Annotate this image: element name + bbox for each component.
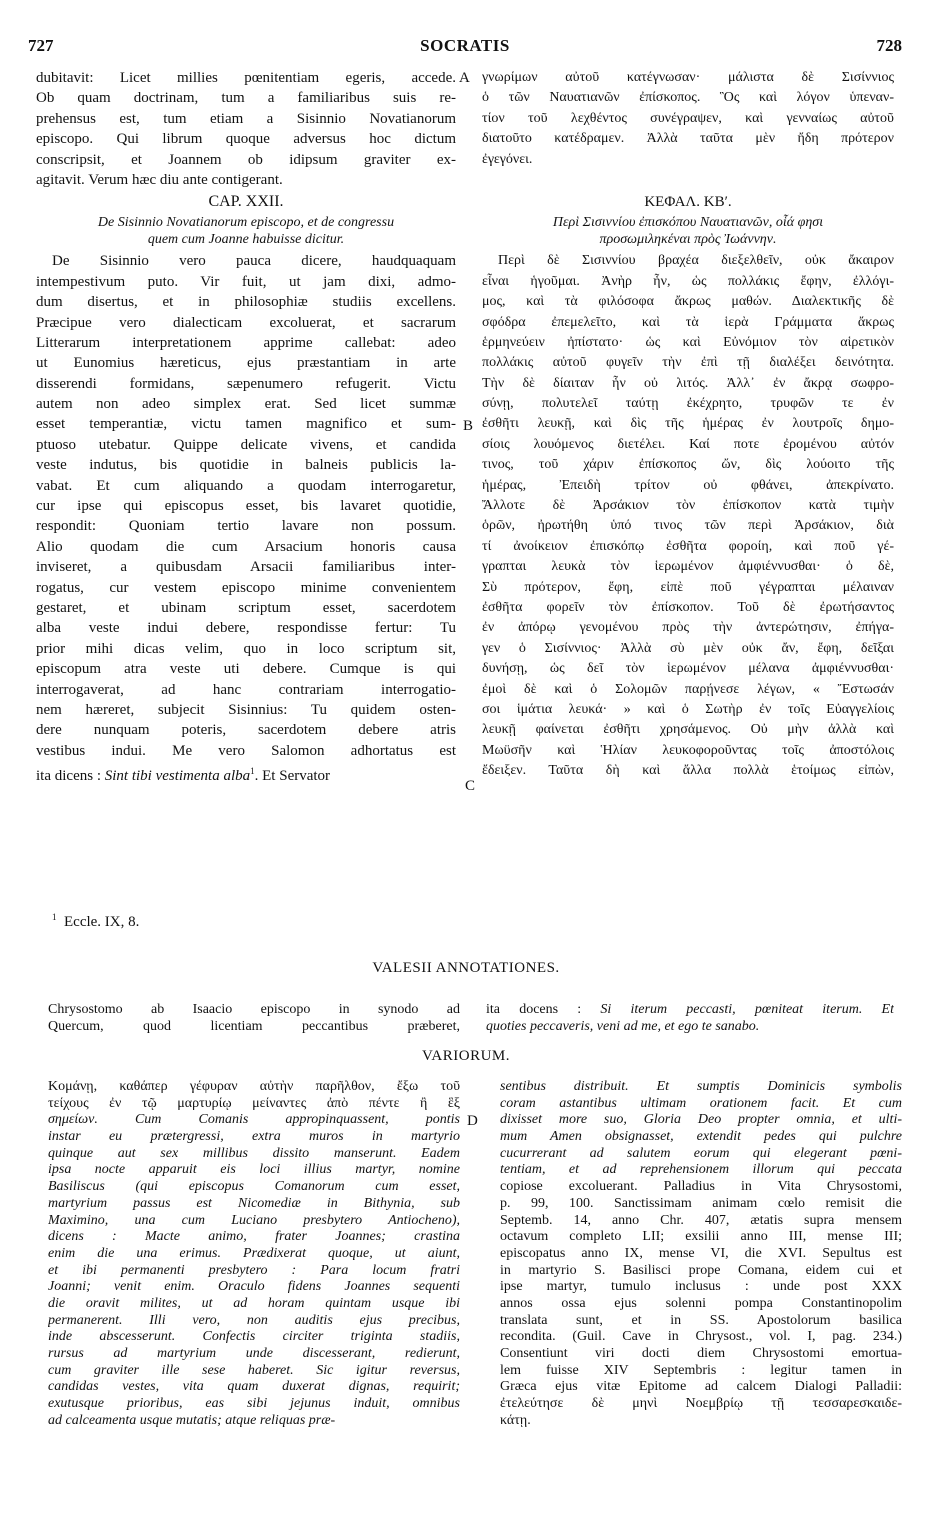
text-line: respondit: Quoniam tertio lavare non possum. <box>36 518 456 535</box>
text-line: ἑρμηνεύειν ἠπίστατο· ὡς καὶ Εὐνόμιον τὸν αἱρετικὸν <box>482 334 894 350</box>
latin-last-line-start: ita dicens : <box>36 768 105 782</box>
text-line: prior mihi dicas velim, quo in loco scriptum sit, <box>36 640 456 657</box>
text-line: ut Eunomius hæreticus, ejus præstantiam in arte <box>36 355 456 372</box>
text-line: Alio quodam die cum Arsacium honoris causa <box>36 538 456 555</box>
footnote <box>52 912 139 931</box>
text-line: permanerent. Illi vero, non auditis ejus precibus, <box>48 1312 460 1328</box>
valesii-right-line-2: quoties peccaveris, veni ad me, et ego te sanabo. <box>486 1018 760 1034</box>
greek-body-block <box>482 251 894 781</box>
text-line: Septemb. 14, anno Chr. 407, ætatis supra mensem <box>500 1212 902 1228</box>
margin-marker-c: C <box>465 778 476 794</box>
text-line: dubitavit: Licet millies pœnitentiam egeris, accede. <box>36 70 456 86</box>
valesii-right-quote-1: Si iterum peccasti, pœniteat iterum. Et <box>600 1002 894 1017</box>
text-line: cum graviter ille sese haberet. Sic igitur reversus, <box>48 1362 460 1378</box>
text-line: dixisset more suo, Gloria Deo propter omnia, et ulti- <box>500 1112 902 1128</box>
text-line: vestibus indui. Me vero Salomon adhortatus est <box>36 742 456 759</box>
running-title: SOCRATIS <box>420 36 510 55</box>
text-line: Quercum, quod licentiam peccantibus præberet, <box>48 1018 460 1034</box>
latin-body-block <box>36 251 456 761</box>
text-line: Περὶ δὲ Σισιννίου βραχέα διεξελθεῖν, οὐκ ἄκαιρον <box>498 253 894 269</box>
text-line: tentiam, et ad reprehensionem illorum qui peccata <box>500 1162 902 1178</box>
greek-chapter-subtitle-2: προσωμιληκέναι πρὸς Ἰωάννην. <box>599 232 777 248</box>
text-line: vabat. Et cum aliquando a quodam interrogaretur, <box>36 477 456 494</box>
text-line: ἐτελεύτησε δὲ μηνὶ Νοεμβρίῳ τῇ τεσσαρεσκαιδε- <box>500 1396 902 1412</box>
text-line: ἔδειξεν. Ταῦτα δὴ καὶ ἄλλα πολλὰ ἑτοίμως εἰπὼν, <box>482 763 894 779</box>
text-line: σφόδρα ἐπεμελεῖτο, καὶ τὰ ἱερὰ Γράμματα ἄκρως <box>482 314 894 330</box>
text-line: translata sunt, et in SS. Apostolorum basilica <box>500 1312 902 1328</box>
text-line: disserendi formidans, sæpenumero refugerit. Victu <box>36 375 456 392</box>
text-line: Maximino, una cum Luciano presbytero Antiocheno), <box>48 1212 460 1228</box>
margin-marker-a: A <box>459 70 470 86</box>
text-line: σύνῃ, πολυτελεῖ ταύτῃ ἐκέχρητο, τρυφῶν τε ἐν <box>482 396 894 412</box>
page-header <box>28 36 902 60</box>
text-line: Græca ejus vitæ Epitome ad calcem Dialogi Palladii: <box>500 1379 902 1395</box>
text-line: γραπται λευκὰ τὸν ἱερωμένον ἀμφιέννυσθαι· ὁ δὲ, <box>482 559 894 575</box>
text-line: τείχους ἐν τῷ μαρτυρίῳ μείναντες ἀπὸ πέντε ἢ ἓξ <box>48 1095 460 1111</box>
text-line: Μωϋσῆν καὶ Ἡλίαν λευκοφοροῦντας τοῖς ἀποστόλοις <box>482 742 894 758</box>
text-line: ἐγεγόνει. <box>482 151 533 167</box>
greek-chapter-heading: ΚΕΦΑΛ. ΚΒʹ. <box>644 194 732 211</box>
text-line: candidas vestes, vita quam duxerat dignas, requirit; <box>48 1379 460 1395</box>
valesii-right-line-1 <box>486 1002 894 1019</box>
text-line: agitavit. Verum hæc diu ante contigerant. <box>36 171 283 188</box>
text-line: ἐμοὶ δὲ καὶ ὁ Σολομῶν παρῄνεσε λέγων, « Ἔστωσάν <box>482 681 894 697</box>
text-line: in martyrio S. Basilisci prope Comana, eidem cui et <box>500 1262 902 1278</box>
variorum-left-column <box>48 1079 460 1429</box>
text-line: ἐσθῆτι λευκῇ, καὶ δὶς τῆς ἡμέρας ἐν λουτροῖς δημο- <box>482 416 894 432</box>
variorum-title: VARIORUM. <box>422 1048 510 1064</box>
text-line: σημείων. Cum Comanis appropinquassent, pontis <box>48 1112 460 1128</box>
valesii-right-text: ita docens : <box>486 1002 601 1017</box>
text-line: dere nunquam poteris, sacerdotem debere atris <box>36 722 456 739</box>
text-line: κάτῃ. <box>500 1412 531 1428</box>
text-line: διατοῦτο κατέδραμεν. Ἀλλὰ ταῦτα μὲν ἤδη πρότερον <box>482 131 894 147</box>
text-line: ipsa nocte apparuit eis loci illius martyr, nomine <box>48 1162 460 1178</box>
text-line: λευκῇ φαίνεται ἐσθῆτι χρησάμενος. Οὐ μὴν ἀλλὰ καὶ <box>482 722 894 738</box>
text-line: σοι ἱμάτια λευκά· » καὶ ὁ Σωτὴρ ἐν τοῖς Εὐαγγελίοις <box>482 701 894 717</box>
text-line: exutusque prioribus, eas sibi jejunus induit, omnibus <box>48 1396 460 1412</box>
text-line: ὁ τῶν Ναυατιανῶν ἐπίσκοπος. Ὃς καὶ λόγον ὑπεναν- <box>482 90 894 106</box>
variorum-right-column <box>500 1079 902 1429</box>
text-line: die oravit milites, ut ad horam quintam usque ibi <box>48 1295 460 1311</box>
text-line: sentibus distribuit. Et sumptis Dominicis symbolis <box>500 1079 902 1094</box>
text-line: coram astantibus ultimam orationem facit. Et cum <box>500 1095 902 1111</box>
text-line: Præcipue vero dialecticam excoluerat, et sacrarum <box>36 314 456 331</box>
footnote-number: 1 <box>52 912 57 922</box>
latin-column <box>36 68 456 782</box>
text-line: μος, καὶ τὰ φιλόσοφα ἄκρως μαθών. Διαλεκτικῆς δὲ <box>482 294 894 310</box>
text-line: cucurrerant ad salutem eorum qui elegerant pœni- <box>500 1145 902 1161</box>
text-line: δυνήσῃ, ὡς δεῖ τὸν ἱερωμένον μέλανα ἀμφιέννυσθαι· <box>482 661 894 677</box>
latin-chapter-subtitle-2: quem cum Joanne habuisse dicitur. <box>147 232 345 248</box>
text-line: inviseret, a quibusdam Arsacii familiaribus inter- <box>36 559 456 576</box>
text-line: prehensus est, tum etiam a Sisinnio Novatianorum <box>36 110 456 127</box>
margin-marker-b: B <box>463 418 474 434</box>
latin-last-line-end: . Et Servator <box>254 768 331 782</box>
text-line: annos ossa ejus solenni pompa Constantinopolim <box>500 1295 902 1311</box>
valesii-right-column <box>486 1002 894 1035</box>
greek-top-block <box>482 68 894 170</box>
footnote-text: Eccle. IX, 8. <box>64 914 140 930</box>
text-line: Ἄλλοτε δὲ Ἀρσάκιον τὸν ἐπίσκοπον κατὰ τιμὴν <box>482 498 894 514</box>
text-line: nem hæreret, subjecit Sisinnius: Tu quidem osten- <box>36 701 456 718</box>
text-line: τινος, τοῦ χάριν ἐπίσκοπος ὤν, δὶς λούοιτο τῆς <box>482 457 894 473</box>
text-line: dum disertus, et in philosophiæ studiis excellens. <box>36 294 456 311</box>
text-line: Consentiunt viri docti diem Chrysostomi emortua- <box>500 1346 902 1361</box>
text-line: ἐν ἀπόρῳ γενομένου πρὸς τὴν ἀντερώτησιν, ἐπήγα- <box>482 620 894 636</box>
text-line: alba veste indui debere, respondisse fertur: Tu <box>36 620 456 637</box>
text-line: instar eu prætergressi, extra muros in martyrio <box>48 1129 460 1145</box>
text-line: episcopatus anno IX, mense VI, die XVI. Sepultus est <box>500 1245 902 1261</box>
text-line: conscripsit, et Joannem ob idipsum graviter ex- <box>36 151 456 168</box>
text-line: Κομάνῃ, καθάπερ γέφυραν αὐτὴν παρῆλθον, ἔξω τοῦ <box>48 1079 460 1094</box>
valesii-left-column <box>48 1002 460 1035</box>
text-line: dicens : Macte animo, frater Joannes; crastina <box>48 1229 460 1245</box>
text-line: mum Amen obsignasset, extendit pedes qui pulchre <box>500 1129 902 1145</box>
text-line: Basiliscus (qui episcopus Comanorum cum esset, <box>48 1179 460 1195</box>
text-line: gestaret, et ubinam scriptum esset, sacerdotem <box>36 599 456 616</box>
latin-chapter-heading: CAP. XXII. <box>208 193 284 211</box>
text-line: rogatus, cur vestem episcopo minime convenientem <box>36 579 456 596</box>
text-line: De Sisinnio vero pauca dicere, haudquaquam <box>52 253 456 270</box>
text-line: intempestivum puto. Vir fuit, ut jam dixi, admo- <box>36 273 456 290</box>
text-line: γνωρίμων αὐτοῦ κατέγνωσαν· μάλιστα δὲ Σισίννιος <box>482 70 894 85</box>
text-line: martyrium passus est Nicomediæ in Bithynia, sub <box>48 1195 460 1211</box>
valesii-title: VALESII ANNOTATIONES. <box>372 960 560 976</box>
text-line: recondita. (Guil. Cave in Chrysost., vol. I, pag. 234.) <box>500 1329 902 1345</box>
text-line: τί ἀνοίκειον ἐπισκόπῳ ἐσθῆτα φοροίη, καὶ ποῦ γέ- <box>482 538 894 554</box>
greek-column <box>482 68 894 782</box>
text-line: esset temperantiæ, victu tamen magnifico et sum- <box>36 416 456 433</box>
text-line: ptuoso utebatur. Quippe delicate vivens, et candida <box>36 436 456 453</box>
latin-chapter-subtitle-1: De Sisinnio Novatianorum episcopo, et de congressu <box>97 215 395 231</box>
text-line: Τὴν δὲ δίαιταν ἦν οὐ λιτός. Ἀλλ᾽ ἐν ἄκρᾳ σωφρο- <box>482 375 894 391</box>
text-line: Joanni; venit enim. Oraculo fidens Joannes sequenti <box>48 1279 460 1295</box>
text-line: ὁρῶν, ἠρωτήθη ὑπό τινος τῶν περὶ Ἀρσάκιον, διὰ <box>482 518 894 534</box>
text-line: enim die una erimus. Prædixerat quoque, ut aiunt, <box>48 1245 460 1261</box>
text-line: Ob quam doctrinam, tum a familiaribus suis re- <box>36 90 456 107</box>
text-line: autem non adeo simplex erat. Sed licet summæ <box>36 396 456 413</box>
text-line: p. 99, 100. Sanctissimam animam cœlo remisit die <box>500 1195 902 1211</box>
text-line: γεν ὁ Σισίννιος· Ἀλλὰ σὺ μὲν οὐκ ἄν, ἔφη, δεῖξαι <box>482 640 894 656</box>
text-line: Litterarum interpretationem apprime callebat: adeo <box>36 334 456 351</box>
text-line: εἶναι ἡγοῦμαι. Ἀνὴρ ἦν, ὡς πολλάκις ἔφην, ἐλλόγι- <box>482 273 894 289</box>
page-number-left: 727 <box>28 36 54 55</box>
text-line: Chrysostomo ab Isaacio episcopo in synodo ad <box>48 1002 460 1017</box>
text-line: Σὺ πρότερον, ἔφη, εἰπὲ ποῦ γέγραπται μέλαιναν <box>482 579 894 595</box>
text-line: lem fuisse XIV Septembris : legitur tamen in <box>500 1362 902 1378</box>
text-line: octavum completo LII; exsilii anno III, mense III; <box>500 1229 902 1245</box>
footnote-ref: 1 <box>250 766 255 777</box>
latin-last-line-quote: Sint tibi vestimenta alba <box>104 768 251 782</box>
text-line: inde abscesserunt. Confectis circiter triginta stadiis, <box>48 1329 460 1345</box>
text-line: ἡμέρας, Ἐπειδὴ τρίτον οὐ φθάνει, ἀπεκρίνατο. <box>482 477 894 493</box>
latin-top-block <box>36 68 456 190</box>
latin-last-line <box>36 761 456 781</box>
text-line: rursus ad martyrium unde discesserant, redierunt, <box>48 1346 460 1361</box>
text-line: quinque aut sex millibus dissito manserunt. Eadem <box>48 1145 460 1161</box>
greek-chapter-subtitle-1: Περὶ Σισιννίου ἐπισκόπου Ναυατιανῶν, οἷά φησι <box>552 215 824 231</box>
text-line: veste indutus, bis quotidie in balneis publicis la- <box>36 457 456 474</box>
text-line: interrogaverat, ad hanc contrariam interrogatio- <box>36 681 456 698</box>
text-line: copiose excoluerant. Palladius in Vita Chrysostomi, <box>500 1179 902 1195</box>
text-line: τίον τοῦ λεχθέντος συνέγραψεν, καὶ γενναίως αὐτοῦ <box>482 110 894 126</box>
text-line: ipse martyr, tumulo inclusus : unde post XXX <box>500 1279 902 1295</box>
text-line: πολλάκις αὐτοῦ φυγεῖν τὴν ἐπὶ τῇ διαλέξει δεινότητα. <box>482 355 894 371</box>
text-line: ἐσθῆτα φορεῖν τὸν ἐπίσκοπον. Τοῦ δὲ ἐρωτήσαντος <box>482 599 894 615</box>
text-line: episcopo. Qui librum quoque adversus hoc dictum <box>36 131 456 148</box>
text-line: ad calceamenta usque mutatis; atque reliquas præ- <box>48 1412 336 1428</box>
margin-marker-d: D <box>467 1113 478 1129</box>
text-line: episcopum atra veste uti debere. Cumque is qui <box>36 661 456 678</box>
text-line: σίοις λουόμενος διετέλει. Καί ποτε ἐρομένου αὐτόν <box>482 436 894 452</box>
text-line: cur ipse qui episcopus esset, bis lavaret quotidie, <box>36 498 456 515</box>
text-line: et ibi permanenti presbytero : Para locum fratri <box>48 1262 460 1278</box>
page-number-right: 728 <box>876 36 902 55</box>
